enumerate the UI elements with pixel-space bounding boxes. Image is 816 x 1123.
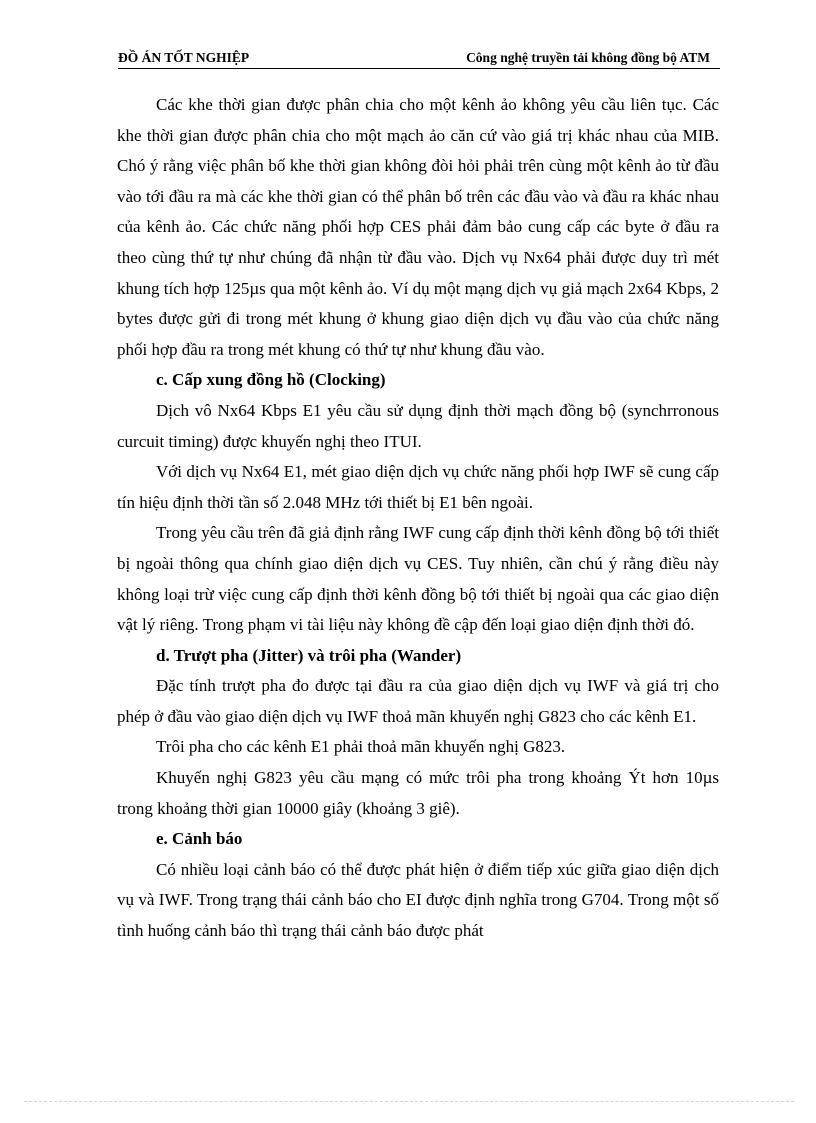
header-document-title: ĐỒ ÁN TỐT NGHIỆP [118, 50, 250, 65]
paragraph-wander: Trôi pha cho các kênh E1 phải thoả mãn khuyến nghị G823. [156, 737, 566, 757]
header-chapter-title: Công nghệ truyền tải không đồng bộ ATM [466, 50, 710, 65]
paragraph-alarms: Có nhiều loại cảnh báo có thể được phát hiện ở điểm tiếp xúc giữa giao diện dịch vụ và IWF. Trong trạng thái cảnh báo cho EI được định nghĩa trong G704. Trong một số tình huống cảnh báo thì trạng thái cảnh báo được phát [117, 859, 719, 941]
page-header [118, 48, 720, 69]
paragraph-timing-assumption: Trong yêu cầu trên đã giả định rằng IWF cung cấp định thời kênh đồng bộ tới thiết bị ngoài thông qua chính giao diện dịch vụ CES. Tuy nhiên, cần chú ý rằng điều này không loại trừ việc cung cấp định thời kênh đồng bộ tới thiết bị ngoài qua các giao diện vật lý riêng. Trong phạm vi tài liệu này không đề cập đến loại giao diện định thời đó. [117, 523, 719, 635]
paragraph-timing-signal: Với dịch vụ Nx64 E1, mét giao diện dịch vụ chức năng phối hợp IWF sẽ cung cấp tín hiệu định thời tần số 2.048 MHz tới thiết bị E1 bên ngoài. [117, 462, 719, 512]
paragraph-synchronous-timing: Dịch vô Nx64 Kbps E1 yêu cầu sử dụng định thời mạch đồng bộ (synchrronous curcuit timing) được khuyến nghị theo ITUI. [117, 400, 719, 451]
page-bottom-divider [24, 1101, 794, 1102]
section-heading-clocking: c. Cấp xung đồng hồ (Clocking) [156, 370, 386, 390]
section-heading-alarms: e. Cảnh báo [156, 829, 243, 849]
section-heading-jitter-wander: d. Trượt pha (Jitter) và trôi pha (Wander) [156, 645, 462, 665]
paragraph-g823: Khuyến nghị G823 yêu cầu mạng có mức trôi pha trong khoảng Ýt hơn 10µs trong khoảng thời gian 10000 giây (khoảng 3 giê). [117, 768, 719, 818]
page-content [117, 90, 719, 947]
paragraph-timeslot-allocation: Các khe thời gian được phân chia cho một kênh ảo không yêu cầu liên tục. Các khe thời gian được phân chia cho một mạch ảo căn cứ vào giá trị khác nhau của MIB. Chó ý rằng việc phân bố khe thời gian không đòi hỏi phải trên cùng một kênh ảo từ đầu vào tới đầu ra mà các khe thời gian có thể phân bố trên các đầu vào và đầu ra khác nhau của kênh ảo. Các chức năng phối hợp CES phải đảm bảo cung cấp các byte ở đầu ra theo cùng thứ tự như chúng đã nhận từ đầu vào. Dịch vụ Nx64 phải được duy trì mét khung tích hợp 125µs qua một kênh ảo. Ví dụ một mạng dịch vụ giả mạch 2x64 Kbps, 2 bytes được gửi đi trong mét khung ở khung giao diện dịch vụ đầu vào của chức năng phối hợp đầu ra trong mét khung có thứ tự như khung đầu vào. [117, 95, 719, 359]
paragraph-jitter: Đặc tính trượt pha đo được tại đầu ra của giao diện dịch vụ IWF và giá trị cho phép ở đầu vào giao diện dịch vụ IWF thoả mãn khuyến nghị G823 cho các kênh E1. [117, 676, 719, 726]
